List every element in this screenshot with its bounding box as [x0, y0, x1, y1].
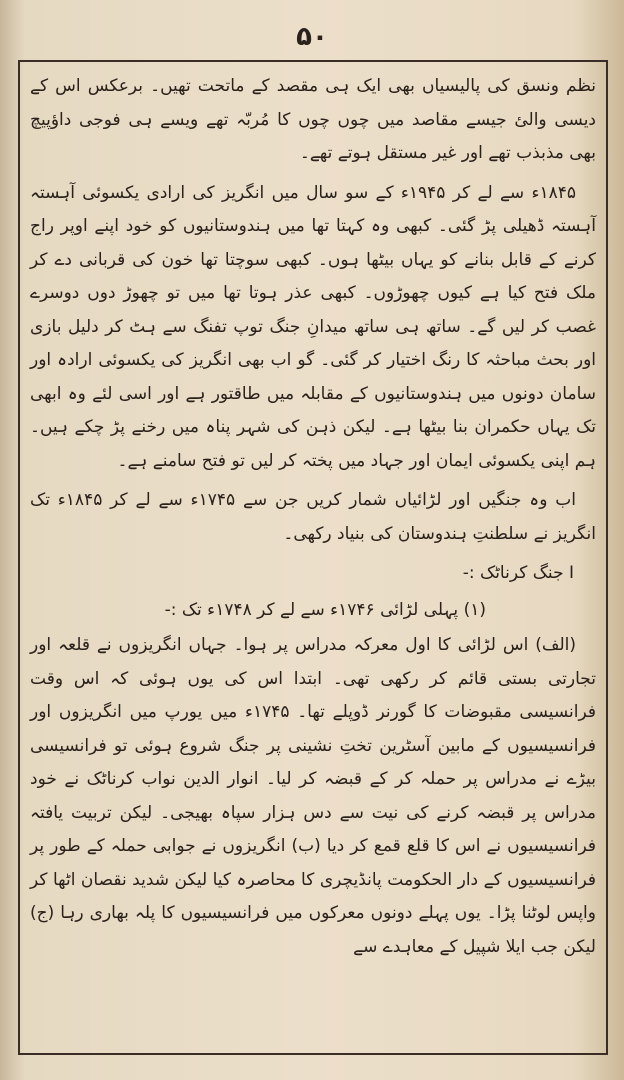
- paragraph-2: ۱۸۴۵ء سے لے کر ۱۹۴۵ء کے سو سال میں انگریز کی ارادی یکسوئی آہستہ آہستہ ڈھیلی پڑ گئی۔ کبھی وہ کہتا تھا میں ہندوستانیوں کو خود اپنے اوپر راج کرنے کے قابل بنانے کو یہاں بیٹھا ہوں۔ کبھی سوچتا تھا خون کی قربانی دے کر ملک فتح کیا ہے کیوں چھوڑوں۔ کبھی عذر ہوتا تھا میں تو چھوڑ دوں دوسرے غصب کر لیں گے۔ ساتھ ہی ساتھ میدانِ جنگ توپ تفنگ سے ہٹ کر دلیل بازی اور بحث مباحثہ کا رنگ اختیار کر گئی۔ گو اب بھی انگریز کی یکسوئی ارادہ اور سامان دونوں میں ہندوستانیوں کے مقابلہ میں طاقتور ہے اور اسی لئے وہ ابھی تک یہاں حکمران بنا بیٹھا ہے۔ لیکن ذہن کی شہر پناہ میں رخنے پڑ چکے ہیں۔ ہم اپنی یکسوئی ایمان اور جہاد میں پختہ کر لیں تو فتح سامنے ہے۔: [30, 182, 596, 471]
- section-heading: I جنگ کرناٹک :-: [462, 563, 574, 583]
- page-number: ۵۰: [296, 22, 328, 52]
- text-frame: [18, 60, 608, 1055]
- paragraph-4: (الف) اس لڑائی کا اول معرکہ مدراس پر ہوا۔ جہاں انگریزوں نے قلعہ اور تجارتی بستی قائم کر رکھی تھی۔ ابتدا اس کی یوں ہوئی کہ اس وقت فرانسیسی مقبوضات کا گورنر ڈوپلے تھا۔ ۱۷۴۵ء میں یورپ میں انگریزوں اور فرانسیسیوں کے مابین آسٹرین تختِ نشینی پر جنگ شروع ہوئی تو فرانسیسی بیڑے نے مدراس پر حملہ کر کے قبضہ کر لیا۔ انوار الدین نواب کرناٹک نے خود مدراس پر قبضہ کرنے کی نیت سے دس ہزار سپاہ بھیجی۔ لیکن تربیت یافتہ فرانسیسیوں نے اس کا قلع قمع کر دیا (ب) انگریزوں نے جوابی حملہ کے طور پر فرانسیسیوں کے دار الحکومت پانڈیچری کا محاصرہ کیا لیکن شدید نقصان اٹھا کر واپس لوٹنا پڑا۔ یوں پہلے دونوں معرکوں میں فرانسیسیوں کا پلہ بھاری رہا (ج) لیکن جب ایلا شپیل کے معاہدے سے: [30, 635, 596, 957]
- section-subheading: (۱) پہلی لڑائی ۱۷۴۶ء سے لے کر ۱۷۴۸ء تک :-: [164, 600, 486, 620]
- paragraph-1: نظم ونسق کی پالیسیاں بھی ایک ہی مقصد کے ماتحت تھیں۔ برعکس اس کے دیسی والئ جیسے مقاصد میں چوں چوں کا مُربّہ تھے ویسے ہی فوجی داؤپیچ بھی مذبذب تھے اور غیر مستقل ہوتے تھے۔: [30, 76, 596, 163]
- paragraph-3: اب وہ جنگیں اور لڑائیاں شمار کریں جن سے ۱۷۴۵ء سے لے کر ۱۸۴۵ء تک انگریز نے سلطنتِ ہندوستان کی بنیاد رکھی۔: [30, 490, 596, 544]
